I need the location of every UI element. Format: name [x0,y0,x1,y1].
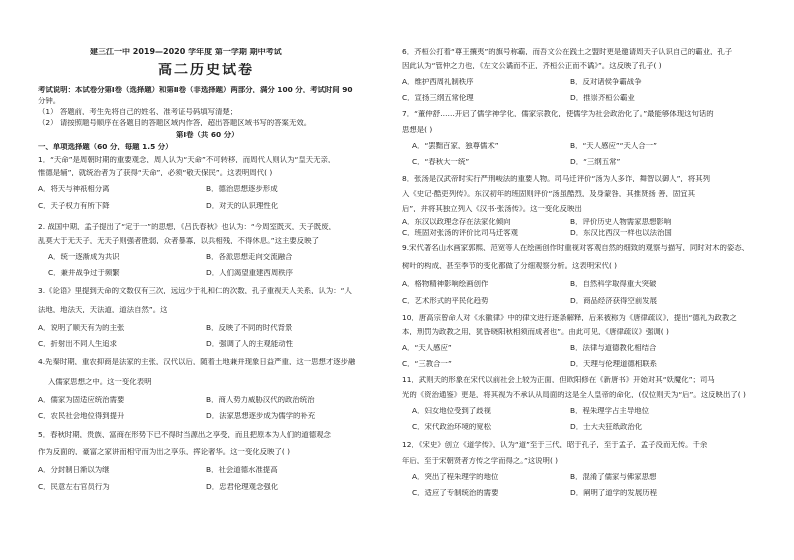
q3-line-2: 法地，地法天，天法道，道法自然”。这 [38,306,168,314]
q11-option-c: C．宋代政治环境的宽松 [412,423,492,431]
q6-option-d: D．推崇齐桓公霸业 [570,94,635,102]
q6-line-2: 因此认为“管仲之力也，《左文公谲而不正，齐桓公正而不谲》”。这反映了孔子( ) [402,62,662,70]
q7-option-d: D．“三纲五常” [570,158,621,166]
q6-option-c: C．宣扬三纲五常伦理 [402,94,474,102]
left-column [38,0,396,560]
q9-option-a: A．格物精神影响绘画创作 [402,280,489,288]
instructions-text: 考试说明：本试卷分第Ⅰ卷（选择题）和第Ⅱ卷（非选择题）两部分，满分 100 分，考试时间 90 [38,86,353,94]
q1-line-1: 1．“天命”是周朝时期的重要观念，周人认为“天命”不可转移，而周代人则认为“皇天无亲， [38,156,336,164]
q3-option-b: B．反映了不同的时代背景 [206,324,293,332]
q12-line-1: 12．《宋史》创立《道学传》，认为“道”至于三代，昭于孔子，至于孟子，孟子没而无传。千余 [402,441,708,449]
q2-option-d: D．人们渴望重建西周秩序 [206,269,293,277]
q10-option-c: C．“三教合一” [402,360,452,368]
q4-option-d: D．法家思想逐步成为儒学的补充 [206,412,316,420]
instructions-line-1 [38,86,353,93]
instructions-item-2: （2） 请按照题号顺序在各题目的答题区域内作答，超出答题区域书写的答案无效。 [38,119,312,127]
q10-line-2: 本，刑罚为政教之用，犹昏晓阳秋相须而成者也”。由此可见，《唐律疏议》强调( ) [402,328,669,336]
q8-option-a: A．东汉以政理念存在法家化倾向 [402,218,511,226]
q12-option-b: B．混淆了儒家与佛家思想 [570,473,657,481]
q1-option-b: B．德治思想逐步形成 [206,185,278,193]
q1-line-2: 惟德是辅”，就统治者为了获得“天命”，必须“敬天保民”。这表明周代( ) [38,169,273,177]
q4-option-a: A．儒家为固适应统治需要 [38,396,125,404]
q11-option-b: B．程朱理学占主导地位 [570,407,649,415]
q3-option-a: A．说明了顺天有为的主张 [38,324,125,332]
q2-option-c: C．兼并战争过于频繁 [48,269,120,277]
section-heading: 一、单项选择题（60 分，每题 1.5 分） [38,143,173,151]
q10-line-1: 10．唐高宗曾命人对《永徽律》中的律文进行逐条解释，后来被称为《唐律疏议》，提出“德礼为政教之 [402,314,737,322]
q4-line-1: 4.先秦时期，重农抑商是法家的主张，汉代以后，随着土地兼并现象日益严重，这一思想才逐步融 [38,358,356,366]
q9-line-2: 树叶的构成、甚至季节的变化都做了分细观察分析。这表明宋代( ) [402,262,618,270]
q11-option-d: D．士大夫狂纸政治化 [570,423,643,431]
q3-line-1: 3.《论语》里提到天命的文数仅有三次，远远少于礼和仁的次数，孔子重视天人关系，认为：“人 [38,287,352,295]
q5-option-c: C．民意左右官员行为 [38,483,110,491]
right-column [402,0,760,560]
q1-option-c: C．天子权力有所下降 [38,202,110,210]
q10-option-a: A．“天人感应” [402,344,452,352]
q3-option-d: D．强调了人的主观能动性 [206,340,293,348]
q5-line-1: 5．春秋时期，贵族、富商在形势下已不得时当源出之享受，而且把原本为人们的道德观念 [38,431,331,439]
q8-option-b: B．评价历史人物需家思想影响 [570,218,672,226]
q12-option-c: C．适应了专制统治的需要 [412,489,499,497]
q11-line-2: 光的《资治通鉴》更是，将其视为不承认从局面的这是全人皇帝的命化，(仅位则天为“后”。这反映出了( ) [402,391,746,399]
q7-option-b: B．“天人感应”“天人合一” [570,142,657,150]
q4-line-2: 入儒家思想之中。这一变化表明 [48,378,152,386]
q7-line-1: 7．“董仲舒……开启了儒学神学化，儒家宗教化，使儒学为社会政治化了。”最能够体现这句话的 [402,110,714,118]
q4-option-c: C．农民社会地位得到提升 [38,412,125,420]
q9-option-c: C．艺术形式的平民化趋势 [402,297,489,305]
q8-option-d: D．东汉比西汉一样也以法治国 [570,229,672,237]
q9-option-b: B．自然科学取得重大突破 [570,280,657,288]
q9-line-1: 9.宋代著名山水画家郭熙、范宽等人在绘画创作时重视对客观自然的细致的观察与描写，同时对木的姿态、 [402,244,750,252]
q6-option-b: B．反对诸侯争霸战争 [570,78,642,86]
part1-heading: 第Ⅰ卷（共 60 分） [176,131,239,139]
q2-line-2: 乱莫大于无天子，无天子则强者胜弱，众者暴寡，以兵相残，不得休息。”这主要反映了 [38,237,319,245]
q8-line-3: 后”，并将其独立列入《汉书·张汤传》。这一变化反映出 [402,205,582,213]
q8-line-1: 8．张汤是汉武帝时实行严刑峻法的重要人物。司马迁评价“汤为人多诈，舞智以御人”，将其列 [402,175,710,183]
q10-option-d: D．天理与伦理道德相联系 [570,360,657,368]
q5-option-b: B．社会道德水准提高 [206,466,278,474]
instructions-line-2: 分钟。 [38,97,61,105]
q1-option-d: D．对天的认识理性化 [206,202,279,210]
instructions-item-1: （1） 答题前，考生先将自己的姓名、准考证号码填写清楚； [38,108,238,116]
q10-option-b: B．法律与道德教化相结合 [570,344,657,352]
q12-option-d: D．阐明了道学的发展历程 [570,489,657,497]
q6-line-1: 6．齐桓公打着“尊王攘夷”的旗号称霸，而吾文公在践土之盟时更是邀请周天子认识自己的霸业，孔子 [402,48,733,56]
q5-option-d: D．忠君伦理观念强化 [206,483,279,491]
school-line: 建三江一中 2019—2020 学年度 第一学期 期中考试 [90,48,282,56]
exam-title: 高二历史试卷 [158,63,254,77]
q12-option-a: A．突出了程朱理学的地位 [412,473,499,481]
q12-line-2: 年后，至于宋朝贤者方传之学而得之。”这说明( ) [402,457,559,465]
q7-option-c: C．“春秋大一统” [412,158,470,166]
q3-option-c: C．折射出不同人生追求 [38,340,118,348]
q9-option-d: D．商品经济获得空前发展 [570,297,657,305]
q8-line-2: 入《史记·酷吏列传》。东汉初年的班固则评价“汤虽酷烈，及身蒙咎，其推贤扬 善，固宜其 [402,190,696,198]
q5-option-a: A．分封制日渐以为继 [38,466,110,474]
q8-option-c: C．班固对张汤的评价比司马迁客观 [402,229,519,237]
q6-option-a: A．维护西周礼制秩序 [402,78,474,86]
q4-option-b: B．商人势力威胁汉代的政治统治 [206,396,315,404]
q2-line-1: 2. 战国中期，孟子提出了“定于一”的思想，《吕氏春秋》也认为：“今周室既灭，天子既废， [38,223,337,231]
q1-option-a: A．将天与神祇相分离 [38,185,110,193]
q7-line-2: 思想是( ) [402,126,433,134]
q11-line-1: 11．武则天的形象在宋代以前社会上较为正面，但欧阳修在《新唐书》开始对其“妖魔化”；司马 [402,376,715,384]
q2-option-b: B．各派思想走向交流融合 [206,253,293,261]
q11-option-a: A．妇女地位受到了歧视 [412,407,491,415]
q7-option-a: A．“罢黜百家，独尊儒术” [412,142,499,150]
q2-option-a: A．统一逐渐成为共识 [48,253,120,261]
q5-line-2: 作为反面的，豪富之家讲而相守而为出之享乐，挥论奢华。这一变化反映了( ) [38,448,291,456]
